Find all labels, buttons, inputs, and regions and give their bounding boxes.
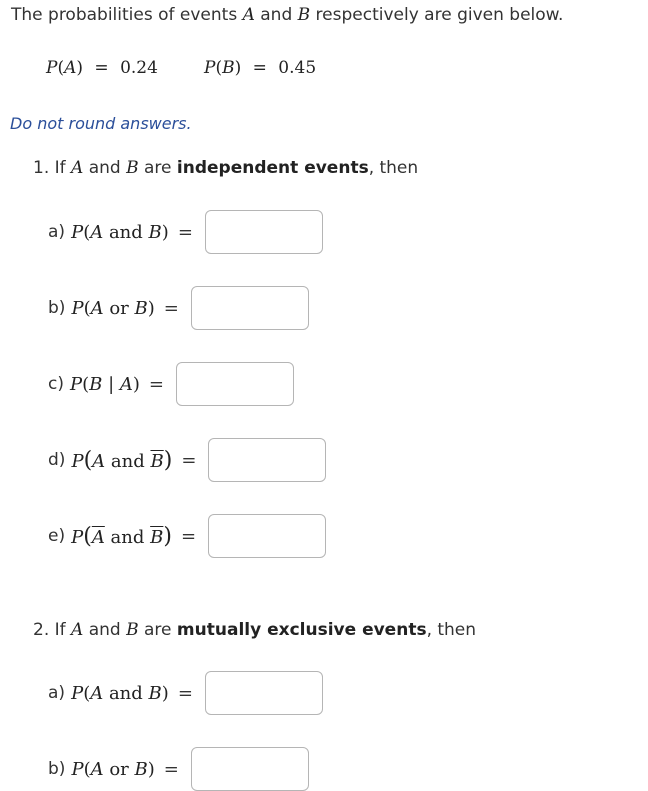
given-pa-value: 0.24 bbox=[120, 58, 158, 78]
part-label: d) bbox=[48, 450, 66, 470]
q1-prefix: 1. If bbox=[33, 158, 66, 178]
equals-sign: = bbox=[181, 449, 197, 471]
equals-sign: = bbox=[177, 682, 193, 704]
q2-bold: mutually exclusive events bbox=[176, 620, 427, 640]
q1c-answer-input[interactable] bbox=[176, 362, 294, 406]
given-pb-value: 0.45 bbox=[278, 58, 317, 78]
part-expression: P(A and B) bbox=[71, 682, 169, 704]
q2-part-b bbox=[48, 747, 309, 791]
rounding-note: Do not round answers. bbox=[10, 114, 192, 133]
equals-sign: = bbox=[177, 221, 193, 243]
q1-bold: independent events bbox=[176, 158, 369, 178]
q2-and: and bbox=[88, 620, 121, 640]
q1-are: are bbox=[144, 158, 172, 178]
part-expression: P(A and $\overline{B}$) bbox=[71, 447, 173, 473]
q2b-answer-input[interactable] bbox=[191, 747, 309, 791]
part-expression: P(A or B) bbox=[71, 758, 155, 780]
equals-sign: = bbox=[148, 373, 165, 395]
equals-sign: = bbox=[94, 58, 109, 78]
q2-suffix: , then bbox=[426, 620, 477, 640]
q1d-answer-input[interactable] bbox=[208, 438, 326, 482]
q2a-answer-input[interactable] bbox=[205, 671, 323, 715]
question-2 bbox=[33, 620, 476, 640]
q1-part-a bbox=[48, 210, 323, 254]
given-pb bbox=[204, 58, 316, 78]
part-expression: P(A or B) bbox=[71, 297, 155, 319]
part-expression: P(A and B) bbox=[71, 221, 169, 243]
equals-sign: = bbox=[180, 525, 197, 547]
var-b: B bbox=[126, 620, 139, 640]
given-pb-lhs: P(B) bbox=[204, 58, 242, 78]
q1-suffix: , then bbox=[368, 158, 419, 178]
part-label: b) bbox=[48, 759, 66, 779]
part-label: a) bbox=[48, 222, 66, 242]
part-expression: $P(\overline{A}$ and $\overline{B}$) bbox=[71, 523, 172, 549]
q2-part-a bbox=[48, 671, 323, 715]
q1-part-b bbox=[48, 286, 309, 330]
intro-text bbox=[11, 5, 563, 25]
q1a-answer-input[interactable] bbox=[205, 210, 323, 254]
part-label: e) bbox=[48, 526, 66, 546]
part-label: a) bbox=[48, 683, 66, 703]
var-b: B bbox=[126, 158, 139, 178]
q1e-answer-input[interactable] bbox=[208, 514, 326, 558]
q1-and: and bbox=[88, 158, 121, 178]
given-pa-lhs: P(A) bbox=[46, 58, 84, 78]
var-a: A bbox=[71, 620, 84, 640]
part-expression: P(B | A) bbox=[69, 373, 140, 395]
part-label: c) bbox=[48, 374, 64, 394]
q1-part-c bbox=[48, 362, 294, 406]
equals-sign: = bbox=[252, 58, 267, 78]
q1-part-d bbox=[48, 438, 326, 482]
given-pa bbox=[46, 58, 158, 78]
intro-render: The probabilities of events A and B respectively are given below. bbox=[11, 5, 564, 25]
equals-sign: = bbox=[163, 758, 179, 780]
q1b-answer-input[interactable] bbox=[191, 286, 309, 330]
part-label: b) bbox=[48, 298, 66, 318]
question-1 bbox=[33, 158, 418, 178]
q2-prefix: 2. If bbox=[33, 620, 66, 640]
var-a: A bbox=[71, 158, 84, 178]
q2-are: are bbox=[144, 620, 172, 640]
q1-part-e bbox=[48, 514, 326, 558]
equals-sign: = bbox=[163, 297, 179, 319]
